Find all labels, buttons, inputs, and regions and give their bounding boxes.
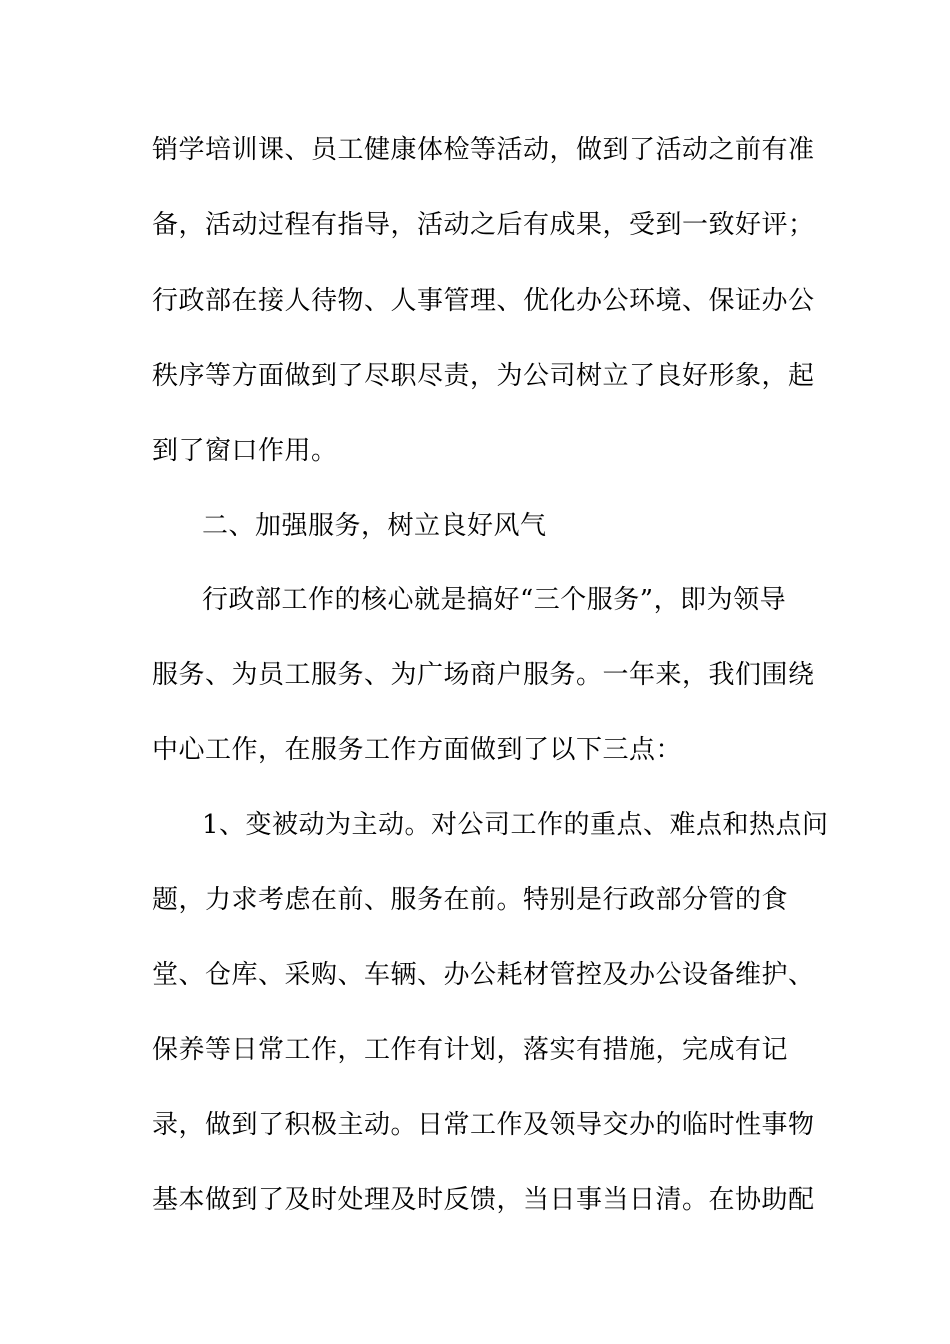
section-heading: 二、加强服务，树立良好风气 xyxy=(202,511,547,541)
paragraph-line: 1、变被动为主动。对公司工作的重点、难点和热点问 xyxy=(202,810,829,840)
paragraph-line: 秩序等方面做到了尽职尽责，为公司树立了良好形象，起 xyxy=(152,361,815,391)
paragraph-line: 堂、仓库、采购、车辆、办公耗材管控及办公设备维护、 xyxy=(152,960,815,990)
paragraph-line: 录，做到了积极主动。日常工作及领导交办的临时性事物 xyxy=(152,1110,815,1140)
paragraph-line: 行政部工作的核心就是搞好“三个服务”，即为领导 xyxy=(202,585,787,615)
paragraph-line: 保养等日常工作，工作有计划，落实有措施，完成有记 xyxy=(152,1035,789,1065)
paragraph-line: 题，力求考虑在前、服务在前。特别是行政部分管的食 xyxy=(152,885,789,915)
paragraph-line: 销学培训课、员工健康体检等活动，做到了活动之前有准 xyxy=(152,135,815,165)
paragraph-line: 行政部在接人待物、人事管理、优化办公环境、保证办公 xyxy=(152,286,815,316)
paragraph-line: 基本做到了及时处理及时反馈，当日事当日清。在协助配 xyxy=(152,1185,815,1215)
paragraph-line: 服务、为员工服务、为广场商户服务。一年来，我们围绕 xyxy=(152,660,815,690)
paragraph-line: 中心工作，在服务工作方面做到了以下三点： xyxy=(152,735,683,765)
paragraph-line: 到了窗口作用。 xyxy=(152,436,338,466)
paragraph-line: 备，活动过程有指导，活动之后有成果，受到一致好评； xyxy=(152,210,815,240)
